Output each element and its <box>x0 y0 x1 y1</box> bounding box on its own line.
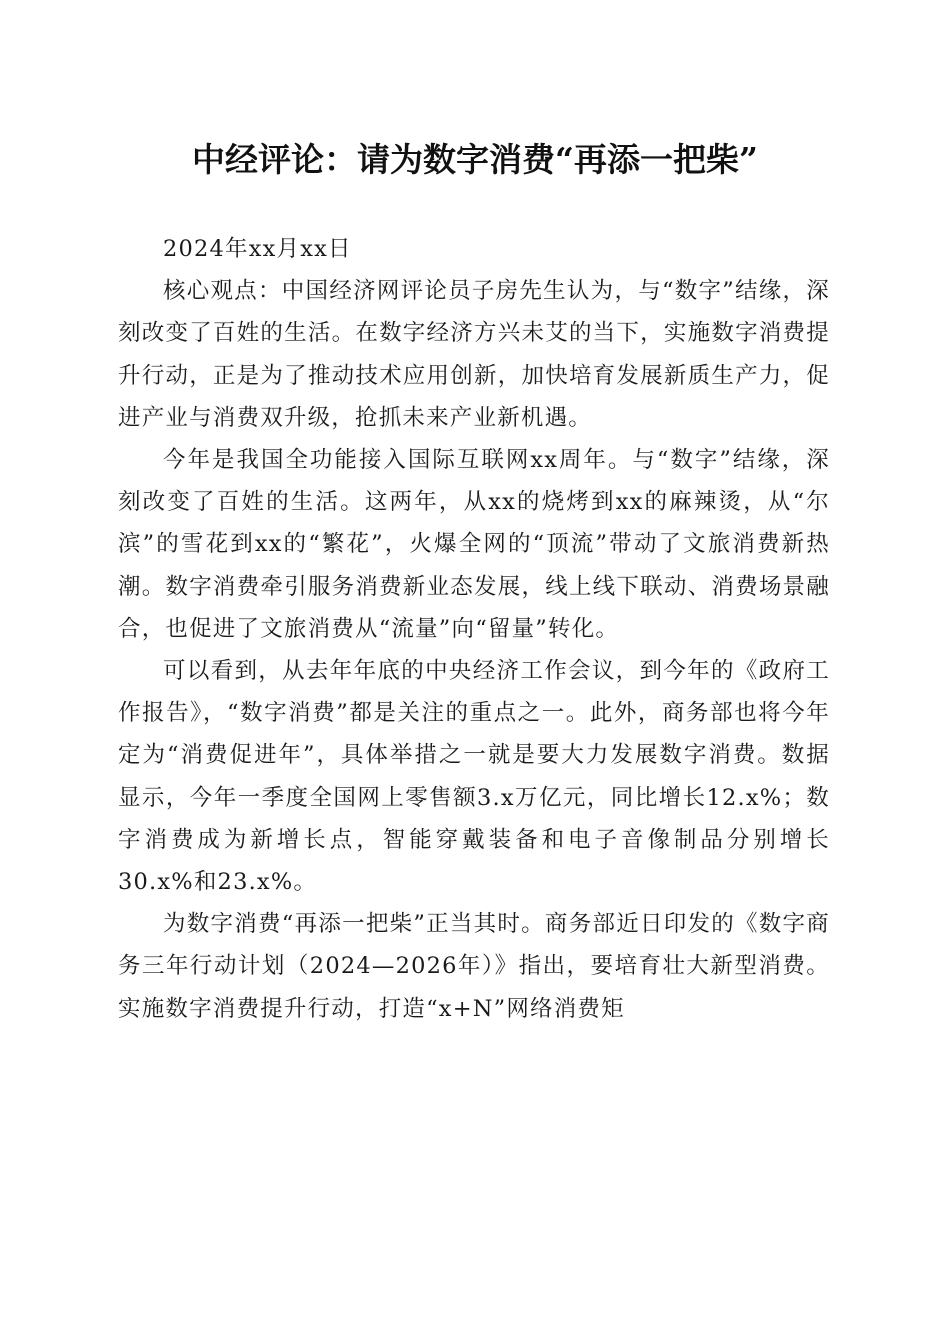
paragraph-policy-focus: 可以看到，从去年年底的中央经济工作会议，到今年的《政府工作报告》，“数字消费”都是关注的重点之一。此外，商务部也将今年定为“消费促进年”，具体举措之一就是要大力发展数字消费。数据显示，今年一季度全国网上零售额3.x万亿元，同比增长12.x%；数字消费成为新增长点，智能穿戴装备和电子音像制品分别增长30.x%和23.x%。 <box>118 658 830 896</box>
article-body <box>118 228 830 1030</box>
paragraph-core-viewpoint: 核心观点：中国经济网评论员子房先生认为，与“数字”结缘，深刻改变了百姓的生活。在数字经济方兴未艾的当下，实施数字消费提升行动，正是为了推动技术应用创新，加快培育发展新质生产力，促进产业与消费双升级，抢抓未来产业新机遇。 <box>118 278 830 431</box>
article-date: 2024年xx月xx日 <box>163 236 352 262</box>
paragraph-action-plan: 为数字消费“再添一把柴”正当其时。商务部近日印发的《数字商务三年行动计划（2024—2026年）》指出，要培育壮大新型消费。实施数字消费提升行动，打造“x+N”网络消费矩 <box>118 911 830 1022</box>
paragraph-internet-anniversary: 今年是我国全功能接入国际互联网xx周年。与“数字”结缘，深刻改变了百姓的生活。这两年，从xx的烧烤到xx的麻辣烫，从“尔滨”的雪花到xx的“繁花”，火爆全网的“顶流”带动了文旅消费新热潮。数字消费牵引服务消费新业态发展，线上线下联动、消费场景融合，也促进了文旅消费从“流量”向“留量”转化。 <box>118 447 830 642</box>
article-title: 中经评论：请为数字消费“再添一把柴” <box>192 140 758 179</box>
